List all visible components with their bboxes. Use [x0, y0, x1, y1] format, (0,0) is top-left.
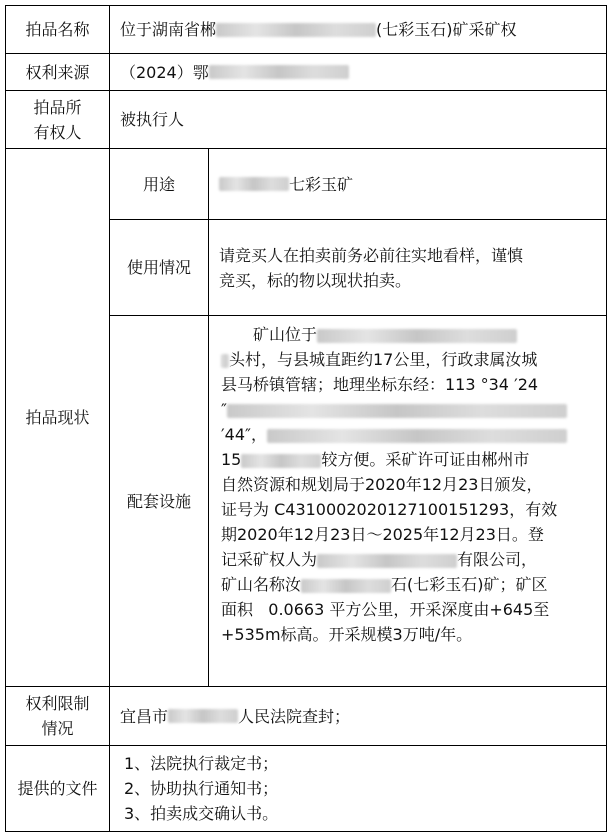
facilities-text: ′44″， [221, 425, 267, 444]
restriction-label-text: 权利限制情况 [25, 694, 90, 738]
status-label [5, 148, 110, 687]
usage-suffix: 七彩玉矿 [289, 174, 354, 194]
usage-label-text: 用途 [142, 174, 175, 194]
documents-label-text: 提供的文件 [17, 779, 98, 798]
document-item: 1、法院执行裁定书； [124, 754, 279, 773]
right-source-prefix: （2024）鄂 [120, 62, 209, 82]
redaction-blur [317, 329, 517, 343]
facilities-text: 石(七彩玉石)矿；矿区 [391, 575, 548, 594]
facilities-text: 矿山位于 [253, 325, 318, 344]
facilities-line: 县马桥镇管辖；地理坐标东经：113 °34 ′24 [221, 375, 539, 394]
redaction-blur [227, 404, 567, 418]
facilities-line [221, 347, 596, 372]
lot-name-suffix: (七彩玉石)矿采矿权 [376, 20, 517, 39]
owner-label-text: 拍品所有权人 [33, 97, 82, 142]
usage-value [208, 148, 607, 220]
facilities-label-text: 配套设施 [126, 491, 191, 511]
redaction-blur [241, 454, 321, 468]
facilities-line [221, 447, 596, 472]
facilities-value [208, 315, 607, 687]
use-condition-label-text: 使用情况 [126, 258, 191, 277]
facilities-text: 记采矿权人为 [221, 550, 318, 569]
lot-name-label [5, 5, 110, 54]
facilities-text: 15 [221, 450, 242, 469]
restriction-suffix: 人民法院查封； [238, 706, 351, 726]
restriction-label [5, 686, 110, 746]
redaction-blur [219, 177, 289, 191]
redaction-blur [301, 579, 391, 593]
facilities-line [221, 547, 596, 572]
facilities-text: 有限公司， [457, 550, 538, 569]
facilities-text: ″ [221, 400, 227, 419]
facilities-line: 面积 0.0663 平方公里，开采深度由+645至 [221, 600, 550, 619]
owner-value-text: 被执行人 [120, 110, 185, 129]
facilities-line: 自然资源和规划局于2020年12月23日颁发， [221, 475, 543, 494]
redaction-blur [209, 65, 349, 79]
right-source-label [5, 53, 110, 91]
owner-value [109, 90, 607, 149]
redaction-blur [168, 709, 238, 723]
facilities-text: 头村，与县城直距约17公里，行政隶属汝城 [229, 350, 538, 369]
lot-name-prefix: 位于湖南省郴 [120, 20, 217, 39]
documents-value [109, 745, 607, 832]
usage-label [109, 148, 209, 220]
facilities-line: 期2020年12月23日～2025年12月23日。登 [221, 525, 544, 544]
facilities-line [221, 322, 596, 347]
facilities-line [221, 422, 596, 447]
redaction-blur [267, 429, 567, 443]
right-source-label-text: 权利来源 [25, 62, 90, 82]
lot-name-value [109, 5, 607, 54]
facilities-line [221, 397, 596, 422]
redaction-blur [317, 554, 457, 568]
document-item: 3、拍卖成交确认书。 [124, 804, 279, 823]
owner-label [5, 90, 110, 149]
facilities-text: 矿山名称汝 [221, 575, 302, 594]
use-condition-value [208, 219, 607, 316]
use-condition-label [109, 219, 209, 316]
facilities-line: 证号为 C4310002020127100151293，有效 [221, 500, 558, 519]
redaction-blur [216, 23, 376, 37]
facilities-label [109, 315, 209, 687]
facilities-line [221, 572, 596, 597]
lot-name-label-text: 拍品名称 [25, 20, 90, 39]
use-condition-line: 请竞买人在拍卖前务必前往实地看样，谨慎 [219, 245, 524, 265]
use-condition-line: 竞买，标的物以现状拍卖。 [219, 270, 412, 290]
facilities-text: 较方便。采矿许可证由郴州市 [321, 450, 530, 469]
right-source-value [109, 53, 607, 91]
redaction-blur [221, 354, 229, 368]
document-item: 2、协助执行通知书； [124, 779, 279, 798]
restriction-value [109, 686, 607, 746]
status-label-text: 拍品现状 [25, 408, 90, 427]
documents-label [5, 745, 110, 832]
restriction-prefix: 宜昌市 [120, 706, 169, 726]
facilities-line: +535m标高。开采规模3万吨/年。 [221, 625, 473, 644]
